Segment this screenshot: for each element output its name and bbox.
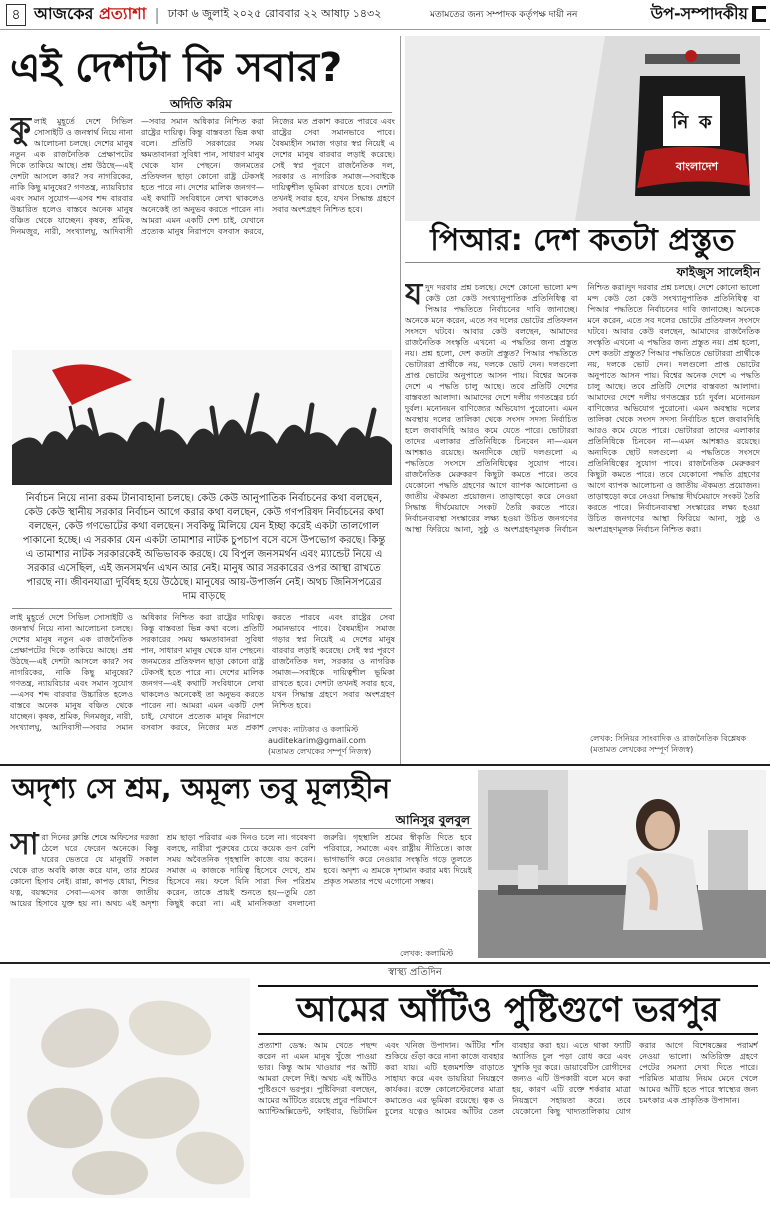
article1-byline: অদিতি করিম [170, 97, 232, 111]
pullquote-rule [12, 608, 392, 609]
article1-credit [268, 724, 394, 757]
article1-pullquote: নির্বাচন নিয়ে নানা রকম টানাবাহানা চলছে। কেউ কেউ আনুপাতিক নির্বাচনের কথা বলছেন, কেউ কেউ স্থানীয় সরকার নির্বাচন আগে করার কথা বলছেন, কেউ গণপরিষদ নির্বাচনের কথা বলছেন, কেউ গণভোটের কথা বলছেন। সবকিছু মিলিয়ে যেন ইচ্ছা করেই একটা তালগোল পাকানো হচ্ছে। এ সরকার যেন একটা তামাশার নাটক চুপচাপ বসে বসে উপভোগ করছে। কিন্তু এ তামাশার নাটক সরকারকেই অভিভাবক করছে। যে বিপুল জনসমর্থন এবং ম্যান্ডেট নিয়ে এ সরকার এসেছিল, এই জনসমর্থন এখন আর নেই। মানুষ আর সরকারের ওপর আস্থা রাখতে পারছে না। জীবনযাত্রা দুর্বিষহ হয়ে উঠেছে। মানুষের আয়-উপার্জন নেই। অথচ জিনিসপত্রের দাম বাড়ছে [22, 493, 386, 602]
article2-credit-name: সিনিয়র সাংবাদিক ও রাজনৈতিক বিশ্লেষক [615, 734, 747, 743]
column-divider [400, 36, 401, 764]
section-mark-icon [752, 6, 766, 22]
mango-seed-photo [10, 978, 250, 1198]
article2-body [405, 282, 760, 732]
article1-credit-note: (মতামত লেখকের সম্পূর্ণ নিজস্ব) [268, 747, 372, 756]
protest-illustration [12, 350, 392, 485]
ballot-box-illustration [405, 36, 760, 221]
article2-byline: ফাইজুস সালেহীন [676, 265, 760, 279]
section-rule-2 [0, 962, 770, 964]
article2-body-text-cont: দুদ দরবার প্রশ্ন চলছে। দেশে কোনো ভালো মন্দ কেউ তো কেউ সংখ্যানুপাতিক প্রতিনিধিত্ব বা পিআর পদ্ধতিতে নির্বাচনের দাবি জানাচ্ছে। অনেকে মনে করেন, এতে সব দলের ভোটের প্রতিফলন সংসদে ঘটবে। আবার কেউ বলছেন, আমাদের রাজনৈতিক সংস্কৃতি এখনো এ পদ্ধতির জন্য প্রস্তুত নয়। প্রশ্ন হলো, দেশ কতটা প্রস্তুত? পিআর পদ্ধতিতে ভোটাররা প্রার্থীকে নয়, দলকে ভোট দেন। দলগুলো প্রাপ্ত ভোটের অনুপাতে আসন পায়। বিশ্বের অনেক দেশে এ পদ্ধতি চালু আছে। তবে প্রতিটি দেশের বাস্তবতা আলাদা। আমাদের দেশে দলীয় গণতন্ত্রের চর্চা দুর্বল। মনোনয়ন বাণিজ্যের অভিযোগ পুরোনো। এমন অবস্থায় দলের তালিকা থেকে সংসদ সদস্য নির্বাচিত হলে জবাবদিহি আরও কমে যেতে পারে। ভোটাররা তাদের এলাকার প্রতিনিধিকে চিনবেন না—এমন আশঙ্কাও রয়েছে। অন্যদিকে ছোট দলগুলো এ পদ্ধতিতে সংসদে প্রতিনিধিত্বের সুযোগ পাবে। রাজনৈতিক মেরুকরণ কিছুটা কমতে পারে। তবে যেকোনো পদ্ধতি গ্রহণের আগে ব্যাপক আলোচনা ও জাতীয় ঐকমত্য প্রয়োজন। তাড়াহুড়ো করে নেওয়া সিদ্ধান্ত দীর্ঘমেয়াদে সংকট তৈরি করতে পারে। নির্বাচনব্যবস্থা সংস্কারের লক্ষ্য হওয়া উচিত জনগণের আস্থা ফিরিয়ে আনা, সুষ্ঠু ও অংশগ্রহণমূলক নির্বাচন নিশ্চিত করা। [587, 283, 760, 534]
disclaimer: মতামতের জন্য সম্পাদক কর্তৃপক্ষ দায়ী নন [430, 10, 578, 20]
article1-credit-email: auditekarim@gmail.com [268, 736, 366, 745]
section-title: উপ-সম্পাদকীয় [650, 4, 748, 23]
ballot-letter-2: ক [699, 112, 712, 133]
article3-body [10, 832, 472, 952]
article1-credit-name: নাট্যকার ও কলামিস্ট [293, 725, 359, 734]
article2-dropcap: য [405, 282, 423, 312]
article3-credit-label: লেখক: [400, 949, 423, 958]
masthead [34, 1, 146, 28]
article3-credit-name: কলামিস্ট [425, 949, 454, 958]
health-section-label: স্বাস্থ্য প্রতিদিন [388, 967, 442, 978]
dateline: ঢাকা ৬ জুলাই ২০২৫ রোববার ২২ আষাঢ় ১৪৩২ [167, 7, 382, 20]
protest-silhouette-icon [12, 350, 392, 485]
article3-credit [400, 948, 470, 961]
masthead-right: প্রত্যাশা [98, 4, 147, 23]
article3-byline-rule [240, 828, 472, 829]
article2-credit [590, 733, 760, 755]
article2-credit-label: লেখক: [590, 734, 613, 743]
page-number: ৪ [6, 4, 26, 26]
woman-at-table-icon [478, 770, 766, 958]
article1-dropcap: কু [10, 116, 31, 146]
article3-byline: আনিসুর বুলবুল [395, 813, 470, 827]
article1-body [10, 116, 395, 346]
article3-body-text: রা দিনের ক্লান্তি শেষে অফিসের দরজা ঠেলে ঘরে ফেরেন অনেকে। কিন্তু ঘরের ভেতরে যে মানুষটি সকাল থেকে রাত অবধি কাজ করে যান, তার শ্রমের কোনো হিসাব নেই। রান্না, কাপড় ধোয়া, শিশুর যত্ন, বয়স্কদের সেবা—এসব কাজ জাতীয় আয়ের হিসাবে যুক্ত হয় না। অথচ এই অদৃশ্য শ্রম ছাড়া পরিবার এক দিনও চলে না। গবেষণা বলছে, নারীরা পুরুষের চেয়ে কয়েক গুণ বেশি সময় অবৈতনিক গৃহস্থালি কাজে ব্যয় করেন। সমাজ এ কাজকে দায়িত্ব হিসেবে দেখে, শ্রম হিসেবে নয়। ফলে যিনি সারা দিন পরিশ্রম করেন, তাকে প্রায়ই শুনতে হয়—তুমি তো কিছুই করো না। এই মানসিকতা বদলানো জরুরি। গৃহস্থালি শ্রমের স্বীকৃতি দিতে হবে পরিবারে, সমাজে এবং রাষ্ট্রীয় নীতিতে। কাজ ভাগাভাগি করে নেওয়ার সংস্কৃতি গড়ে তুলতে হবে। অদৃশ্য এ শ্রমকে দৃশ্যমান করার মধ্য দিয়েই প্রকৃত সমতার পথে এগোনো সম্ভব। [10, 833, 472, 908]
article1-body-continued: লাই মুহূর্তে দেশে সিভিল সোসাইটি ও জনস্বার্থ নিয়ে নানা আলোচনা চলছে। দেশের মানুষ নতুন এক রাজনৈতিক প্রেক্ষাপটের দিকে তাকিয়ে আছে। প্রশ্ন উঠছে—এই দেশটা আসলে কার? সব নাগরিকের, নাকি কিছু মানুষের? গণতন্ত্র, ন্যায়বিচার এবং সমান সুযোগ—এসব শব্দ বারবার উচ্চারিত হলেও বাস্তবে অনেক মানুষ বঞ্চিত থেকে যাচ্ছেন। কৃষক, শ্রমিক, দিনমজুর, নারী, সংখ্যালঘু, আদিবাসী—সবার সমান অধিকার নিশ্চিত করা রাষ্ট্রের দায়িত্ব। কিন্তু বাস্তবতা ভিন্ন কথা বলে। প্রতিটি সরকারের সময় ক্ষমতাবানরা সুবিধা পান, সাধারণ মানুষ থেকে যান পেছনে। জনমতের প্রতিফলন ছাড়া কোনো রাষ্ট্র টেকসই হতে পারে না। দেশের মালিক জনগণ—এই কথাটি সংবিধানে লেখা থাকলেও অনেকেই তা অনুভব করতে পারেন না। আমরা এমন একটি দেশ চাই, যেখানে প্রত্যেক মানুষ নিরাপদে বসবাস করবে, নিজের মত প্রকাশ করতে পারবে এবং রাষ্ট্রের সেবা সমানভাবে পাবে। বৈষম্যহীন সমাজ গড়ার স্বপ্ন নিয়েই এ দেশের মানুষ বারবার লড়াই করেছে। সেই স্বপ্ন পূরণে রাজনৈতিক দল, সরকার ও নাগরিক সমাজ—সবাইকে দায়িত্বশীল ভূমিকা রাখতে হবে। দেশটা তখনই সবার হবে, যখন সিদ্ধান্ত গ্রহণে সবার অংশগ্রহণ নিশ্চিত হবে। [10, 613, 395, 732]
header-divider: | [154, 5, 160, 24]
article2-credit-note: (মতামত লেখকের সম্পূর্ণ নিজস্ব) [590, 745, 694, 754]
health-headline: আমের আঁটিও পুষ্টিগুণে ভরপুর [258, 985, 758, 1035]
article2-headline: পিআর: দেশ কতটা প্রস্তুত [430, 223, 735, 258]
health-body: প্রত্যাশা ডেস্ক: আম খেতে পছন্দ করেন না এমন মানুষ খুঁজে পাওয়া ভার। কিন্তু আম খাওয়ার পর আঁটি আমরা ফেলে দিই। অথচ এই আঁটিও পুষ্টিগুণে ভরপুর। পুষ্টিবিদরা বলছেন, আমের আঁটিতে রয়েছে প্রচুর পরিমাণে অ্যান্টিঅক্সিডেন্ট, ফাইবার, ভিটামিন এবং খনিজ উপাদান। আঁটির শাঁস শুকিয়ে গুঁড়া করে নানা কাজে ব্যবহার করা যায়। এটি হজমশক্তি বাড়াতে সাহায্য করে এবং ডায়রিয়া নিয়ন্ত্রণে কার্যকর। রক্তে কোলেস্টেরলের মাত্রা কমাতেও এর ভূমিকা রয়েছে। ত্বক ও চুলের যত্নেও আমের আঁটির তেল ব্যবহার করা হয়। এতে থাকা ফ্যাটি অ্যাসিড চুল পড়া রোধ করে এবং খুশকি দূর করে। ডায়াবেটিস রোগীদের জন্যও এটি উপকারী বলে মনে করা হয়, কারণ এটি রক্তে শর্করার মাত্রা নিয়ন্ত্রণে সহায়তা করে। তবে যেকোনো কিছু খাদ্যতালিকায় যোগ করার আগে বিশেষজ্ঞের পরামর্শ নেওয়া ভালো। অতিরিক্ত গ্রহণে পেটের সমস্যা দেখা দিতে পারে। পরিমিত মাত্রায় নিয়ম মেনে খেলে আমের আঁটি হতে পারে স্বাস্থ্যের জন্য চমৎকার এক প্রাকৃতিক উপাদান। [258, 1041, 758, 1116]
section-rule-1 [0, 764, 770, 766]
ballot-letter-1: নি [672, 112, 689, 133]
article3-headline: অদৃশ্য সে শ্রম, অমূল্য তবু মূল্যহীন [12, 772, 391, 805]
homemaker-photo [478, 770, 766, 958]
article1-credit-label: লেখক: [268, 725, 291, 734]
article2-rule [405, 262, 760, 263]
article2-body-text: দুদ দরবার প্রশ্ন চলছে। দেশে কোনো ভালো মন্দ কেউ তো কেউ সংখ্যানুপাতিক প্রতিনিধিত্ব বা পিআর পদ্ধতিতে নির্বাচনের দাবি জানাচ্ছে। অনেকে মনে করেন, এতে সব দলের ভোটের প্রতিফলন সংসদে ঘটবে। আবার কেউ বলছেন, আমাদের রাজনৈতিক সংস্কৃতি এখনো এ পদ্ধতির জন্য প্রস্তুত নয়। প্রশ্ন হলো, দেশ কতটা প্রস্তুত? পিআর পদ্ধতিতে ভোটাররা প্রার্থীকে নয়, দলকে ভোট দেন। দলগুলো প্রাপ্ত ভোটের অনুপাতে আসন পায়। বিশ্বের অনেক দেশে এ পদ্ধতি চালু আছে। তবে প্রতিটি দেশের বাস্তবতা আলাদা। আমাদের দেশে দলীয় গণতন্ত্রের চর্চা দুর্বল। মনোনয়ন বাণিজ্যের অভিযোগ পুরোনো। এমন অবস্থায় দলের তালিকা থেকে সংসদ সদস্য নির্বাচিত হলে জবাবদিহি আরও কমে যেতে পারে। ভোটাররা তাদের এলাকার প্রতিনিধিকে চিনবেন না—এমন আশঙ্কাও রয়েছে। অন্যদিকে ছোট দলগুলো এ পদ্ধতিতে সংসদে প্রতিনিধিত্বের সুযোগ পাবে। রাজনৈতিক মেরুকরণ কিছুটা কমতে পারে। তবে যেকোনো পদ্ধতি গ্রহণের আগে ব্যাপক আলোচনা ও জাতীয় ঐকমত্য প্রয়োজন। তাড়াহুড়ো করে নেওয়া সিদ্ধান্ত দীর্ঘমেয়াদে সংকট তৈরি করতে পারে। নির্বাচনব্যবস্থা সংস্কারের লক্ষ্য হওয়া উচিত জনগণের আস্থা ফিরিয়ে আনা, সুষ্ঠু ও অংশগ্রহণমূলক নির্বাচন নিশ্চিত করা। [405, 283, 628, 534]
byline-underline [160, 112, 392, 113]
article1-body-text: লাই মুহূর্তে দেশে সিভিল সোসাইটি ও জনস্বার্থ নিয়ে নানা আলোচনা চলছে। দেশের মানুষ নতুন এক রাজনৈতিক প্রেক্ষাপটের দিকে তাকিয়ে আছে। প্রশ্ন উঠছে—এই দেশটা আসলে কার? সব নাগরিকের, নাকি কিছু মানুষের? গণতন্ত্র, ন্যায়বিচার এবং সমান সুযোগ—এসব শব্দ বারবার উচ্চারিত হলেও বাস্তবে অনেক মানুষ বঞ্চিত থেকে যাচ্ছেন। কৃষক, শ্রমিক, দিনমজুর, নারী, সংখ্যালঘু, আদিবাসী—সবার সমান অধিকার নিশ্চিত করা রাষ্ট্রের দায়িত্ব। কিন্তু বাস্তবতা ভিন্ন কথা বলে। প্রতিটি সরকারের সময় ক্ষমতাবানরা সুবিধা পান, সাধারণ মানুষ থেকে যান পেছনে। জনমতের প্রতিফলন ছাড়া কোনো রাষ্ট্র টেকসই হতে পারে না। দেশের মালিক জনগণ—এই কথাটি সংবিধানে লেখা থাকলেও অনেকেই তা অনুভব করতে পারেন না। আমরা এমন একটি দেশ চাই, যেখানে প্রত্যেক মানুষ নিরাপদে বসবাস করবে, নিজের মত প্রকাশ করতে পারবে এবং রাষ্ট্রের সেবা সমানভাবে পাবে। বৈষম্যহীন সমাজ গড়ার স্বপ্ন নিয়েই এ দেশের মানুষ বারবার লড়াই করেছে। সেই স্বপ্ন পূরণে রাজনৈতিক দল, সরকার ও নাগরিক সমাজ—সবাইকে দায়িত্বশীল ভূমিকা রাখতে হবে। দেশটা তখনই সবার হবে, যখন সিদ্ধান্ত গ্রহণে সবার অংশগ্রহণ নিশ্চিত হবে। [10, 117, 395, 236]
masthead-left: আজকের [34, 4, 94, 23]
ballot-letters [667, 108, 717, 139]
mango-seeds-icon [10, 978, 250, 1198]
article1-headline: এই দেশটা কি সবার? [10, 45, 343, 91]
page-header [0, 0, 770, 30]
ballot-banner: বাংলাদেশ [675, 160, 719, 173]
article3-dropcap: সা [10, 832, 39, 862]
